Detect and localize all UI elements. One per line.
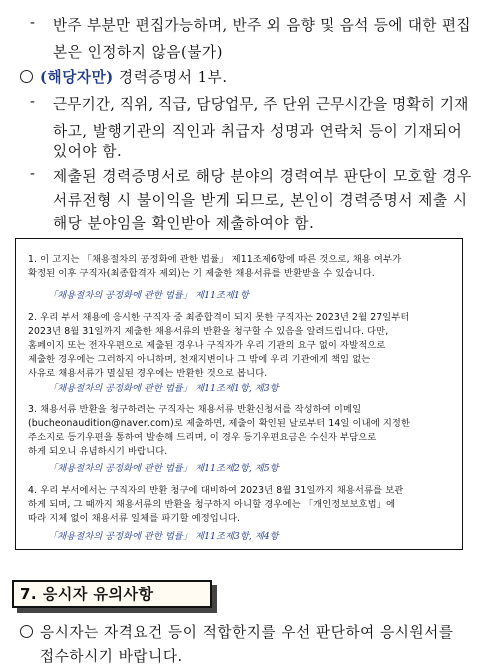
notice-line: 주소지로 등기우편을 통하여 발송해 드리며, 이 경우 등기우편요금은 수신자 부담으로 [28, 432, 377, 443]
notice-line: 3. 채용서류 반환을 청구하려는 구직자는 채용서류 반환신청서를 작성하여 이메일 [28, 404, 362, 415]
notice-line: 하게 되오니 유념하시기 바랍니다. [28, 446, 168, 457]
notice-line: (bucheonaudition@naver.com)로 제출하면, 제출이 확인된 날로부터 14일 이내에 지정한 [28, 418, 411, 429]
notice-line: 1. 이 고지는 「채용절차의 공정화에 관한 법률」 제11조제6항에 따른 것으로, 채용 여부가 [28, 254, 402, 265]
notice-line: 홈페이지 또는 전자우편으로 제출된 경우나 구직자가 우리 기관의 요구 없이 자발적으로 [28, 340, 386, 351]
text-line: 해당 분야임을 확인받아 제출하여야 함. [53, 215, 315, 232]
text-line: 서류전형 시 불이익을 받게 되므로, 본인이 경력증명서 제출 시 [53, 192, 468, 209]
legal-reference: 「채용절차의 공정화에 관한 법률」 제11조제1항, 제3항 [48, 383, 279, 394]
notice-line: 사유로 채용서류가 멸실된 경우에는 반환한 것으로 봅니다. [28, 368, 268, 379]
legal-reference: 「채용절차의 공정화에 관한 법률」 제11조제1항 [48, 290, 249, 301]
text-line: 하고, 발행기관의 직인과 취급자 성명과 연락처 등이 기재되어 [53, 123, 463, 140]
bullet-dash: - [30, 14, 35, 31]
notice-line: 제출한 경우에는 그러하지 아니하며, 천재지변이나 그 밖에 우리 기관에게 책임 없는 [28, 354, 371, 365]
text-line: 반주 부분만 편집가능하며, 반주 외 음향 및 음석 등에 대한 편집 [53, 17, 471, 34]
text-line: 있어야 함. [53, 143, 123, 160]
legal-reference: 「채용절차의 공정화에 관한 법률」 제11조제3항, 제4항 [48, 531, 279, 542]
section-heading: 7. 응시자 유의사항 [12, 580, 212, 608]
notice-line: 2023년 8월 31일까지 제출한 채용서류의 반환을 청구할 수 있음을 알려드립니다. 다만, [28, 326, 389, 337]
text-line: 응시자는 자격요건 등이 적합한지를 우선 판단하여 응시원서를 [40, 624, 454, 641]
career-certificate-text: 경력증명서 1부. [113, 69, 228, 86]
notice-line: 확정된 이후 구직자(최종합격자 제외)는 기 제출한 채용서류를 반환받을 수 있습니다. [28, 268, 375, 279]
notice-line: 따라 지체 없이 채용서류 일체를 파기할 예정입니다. [28, 513, 241, 524]
legal-reference: 「채용절차의 공정화에 관한 법률」 제11조제2항, 제5항 [48, 463, 279, 474]
text-line: 근무기간, 직위, 직급, 담당업무, 주 단위 근무시간을 명확히 기재 [53, 96, 469, 113]
notice-line: 하게 되며, 그 때까지 채용서류의 반환을 청구하지 아니할 경우에는 「개인정보보호법」에 [28, 499, 396, 510]
text-line: 제출된 경력증명서로 해당 분야의 경력여부 판단이 모호할 경우 [53, 168, 472, 185]
circle-bullet-icon [20, 70, 33, 83]
bullet-dash: - [30, 93, 35, 110]
career-certificate-item [40, 66, 228, 87]
notice-line: 2. 우리 부서 채용에 응시한 구직자 중 최종합격이 되지 못한 구직자는 2023년 2월 27일부터 [28, 312, 410, 323]
notice-line: 4. 우리 부서에서는 구직자의 반환 청구에 대비하여 2023년 8월 31일까지 채용서류를 보관 [28, 485, 404, 496]
text-line: 본은 인정하지 않음(불가) [53, 44, 224, 61]
text-line: 접수하시기 바랍니다. [40, 648, 183, 665]
document-return-notice-box [15, 238, 463, 550]
applicable-only-tag: (해당자만) [40, 69, 114, 86]
bullet-dash: - [30, 165, 35, 182]
circle-bullet-icon [20, 625, 33, 638]
